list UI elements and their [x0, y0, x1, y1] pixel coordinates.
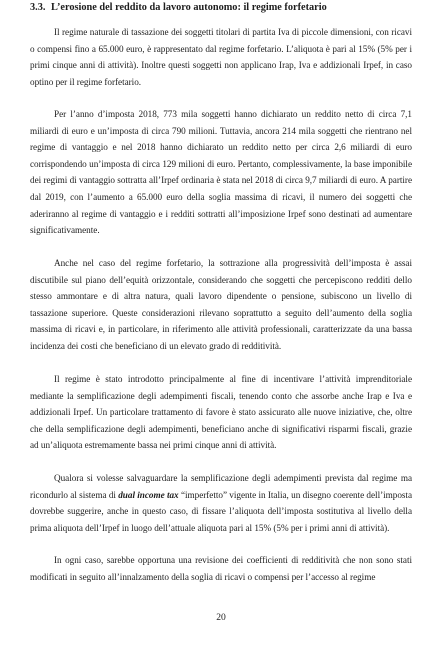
paragraph-2: Per l’anno d’imposta 2018, 773 mila soggetti hanno dichiarato un reddito netto di circa 7,1 miliardi di euro e un’imposta di circa 790 milioni. Tuttavia, ancora 214 mila soggetti che rientrano nel regime di vantaggio e nel 2018 hanno dichiarato un reddito netto per circa 2,6 miliardi di euro corrispondendo un’imposta di circa 129 milioni di euro. Pertanto, complessivamente, la base imponibile dei regimi di vantaggio sottratta all’Irpef ordinaria è stata nel 2018 di circa 9,7 miliardi di euro. A partire dal 2019, con l’aumento a 65.000 euro della soglia massima di ricavi, il numero dei soggetti che aderiranno al regime di vantaggio e i redditi sottratti all’imposizione Irpef sono destinati ad aumentare significativamente. [30, 109, 412, 236]
section-title: L’erosione del reddito da lavoro autonomo: il regime forfetario [51, 2, 327, 13]
paragraph-3: Anche nel caso del regime forfetario, la sottrazione alla progressività dell’imposta è assai discutibile sul piano dell’equità orizzontale, considerando che soggetti che percepiscono redditi dello stesso ammontare e di altra natura, quali lavoro dipendente o pensione, subiscono un livello di tassazione superiore. Queste considerazioni rilevano soprattutto a seguito dell’aumento della soglia massima di ricavi e, in particolare, in riferimento alle attività professionali, caratterizzate da una bassa incidenza dei costi che beneficiano di un elevato grado di redditività. [30, 258, 412, 351]
paragraph-1: Il regime naturale di tassazione dei soggetti titolari di partita Iva di piccole dimensioni, con ricavi o compensi fino a 65.000 euro, è rappresentato dal regime forfetario. L’aliquota è pari al 15% (5% per i primi cinque anni di attività). Inoltre questi soggetti non applicano Irap, Iva e addizionali Irpef, in caso optino per il regime forfetario. [30, 27, 412, 87]
document-page [30, 0, 412, 654]
paragraph-5 [30, 470, 412, 536]
paragraph-5-emphasis: dual income tax [118, 489, 179, 500]
paragraph-5-after: “imperfetto” vigente in Italia, un disegno coerente dell’imposta dovrebbe suggerire, anche in questo caso, di fissare l’aliquota dell’imposta sostitutiva al livello della prima aliquota dell’Irpef in luogo dell’attuale aliquota pari al 15% (5% per i primi anni di attività). [30, 489, 413, 533]
page-number: 20 [216, 612, 226, 623]
paragraph-6: In ogni caso, sarebbe opportuna una revisione dei coefficienti di redditività che non sono stati modificati in seguito all’innalzamento della soglia di ricavi o compensi per l’accesso al regime [30, 555, 412, 582]
section-heading [30, 1, 412, 14]
section-number: 3.3. [30, 2, 46, 13]
paragraph-4: Il regime è stato introdotto principalmente al fine di incentivare l’attività imprenditoriale mediante la semplificazione degli adempimenti fiscali, tenendo conto che assorbe anche Irap e Iva e addizionali Irpef. Un particolare trattamento di favore è stato assicurato alle nuove iniziative, che, oltre che della semplificazione degli adempimenti, beneficiano anche di significativi risparmi fiscali, grazie ad un’aliquota estremamente bassa nei primi cinque anni di attività. [30, 374, 412, 451]
paragraph-5-before: Qualora si volesse salvaguardare la semplificazione degli adempimenti prevista dal regime ma ricondurlo al sistema di [30, 473, 412, 500]
